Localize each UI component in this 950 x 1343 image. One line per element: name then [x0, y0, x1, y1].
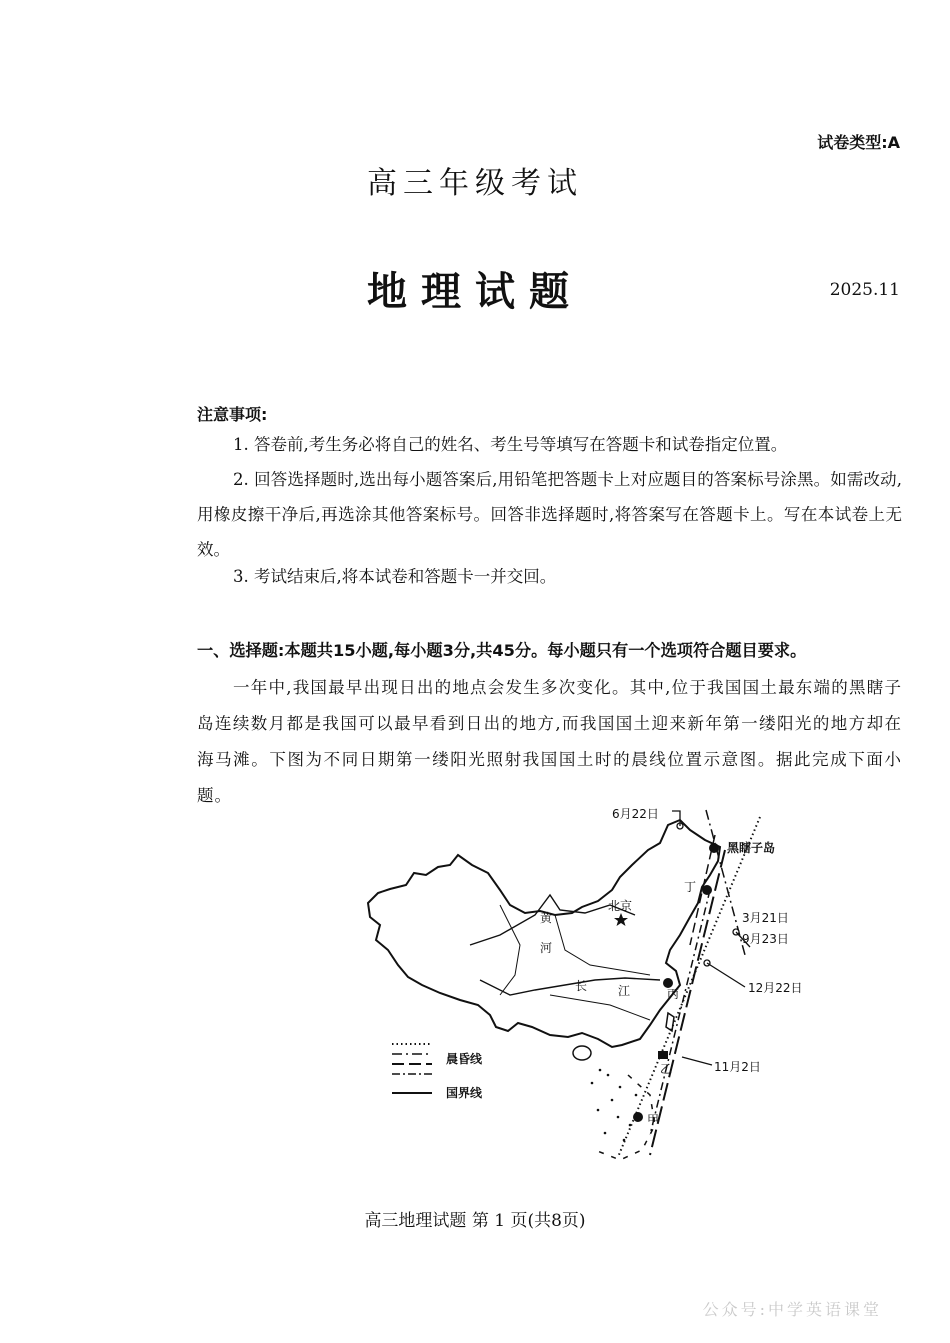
label-chang: 长: [575, 979, 588, 993]
point-yi: [658, 1051, 668, 1059]
legend-border-label: 国界线: [446, 1086, 483, 1100]
terminator-mar21-sep23: [618, 817, 760, 1157]
map-legend: [392, 1044, 483, 1100]
paper-type-label: 试卷类型:A: [817, 133, 900, 152]
label-huang: 黄: [540, 911, 553, 925]
watermark-text: 公众号:中学英语课堂: [702, 1300, 882, 1319]
legend-terminator-label: 晨昏线: [446, 1052, 483, 1066]
label-yi: 乙: [660, 1062, 673, 1076]
inner-boundary-1: [500, 905, 520, 995]
inner-boundary-3: [550, 995, 650, 1020]
china-outline: [368, 820, 720, 1047]
point-jia: [633, 1112, 643, 1122]
label-bing: 丙: [667, 987, 680, 1001]
label-jia: 甲: [647, 1113, 660, 1127]
label-nov2: 11月2日: [714, 1060, 761, 1074]
point-heixiazi: [709, 843, 719, 853]
label-ding: 丁: [684, 880, 697, 894]
notes-heading: 注意事项:: [197, 405, 268, 424]
label-he: 河: [540, 941, 553, 955]
label-jun22: 6月22日: [612, 807, 659, 821]
terminator-map: [350, 795, 810, 1174]
south-sea-islands: [591, 1069, 642, 1142]
hainan-island: [573, 1046, 591, 1060]
label-dec22: 12月22日: [748, 981, 803, 995]
label-mar21: 3月21日: [742, 911, 789, 925]
exam-title: 高三年级考试: [367, 166, 583, 201]
exam-date: 2025.11: [829, 280, 900, 300]
beijing-star-icon: [614, 913, 628, 926]
inner-boundary-2: [555, 915, 650, 975]
label-sep23: 9月23日: [742, 932, 789, 946]
point-ding: [702, 885, 712, 895]
question-intro: 一年中,我国最早出现日出的地点会发生多次变化。其中,位于我国国土最东端的黑瞎子岛连续数月都是我国可以最早看到日出的地方,而我国国土迎来新年第一缕阳光的地方却在海马滩。下图为不同日期第一缕阳光照射我国国土时的晨线位置示意图。据此完成下面小题。: [197, 678, 902, 805]
notes-item-1: 1. 答卷前,考生务必将自己的姓名、考生号等填写在答题卡和试卷指定位置。: [233, 435, 788, 454]
label-heixiazi: 黑瞎子岛: [727, 841, 776, 855]
notes-item-3: 3. 考试结束后,将本试卷和答题卡一并交回。: [233, 567, 557, 586]
section-heading: 一、选择题:本题共15小题,每小题3分,共45分。每小题只有一个选项符合题目要求。: [197, 641, 807, 660]
label-jiang: 江: [618, 984, 631, 998]
page-footer: 高三地理试题 第 1 页(共8页): [364, 1211, 586, 1231]
terminator-dec22: [650, 850, 725, 1155]
notes-item-2: 2. 回答选择题时,选出每小题答案后,用铅笔把答题卡上对应题目的答案标号涂黑。如需改动,用橡皮擦干净后,再选涂其他答案标号。回答非选择题时,将答案写在答题卡上。写在本试卷上无效。: [197, 470, 902, 559]
label-beijing: 北京: [608, 899, 633, 913]
taiwan-island: [666, 1013, 674, 1031]
subject-title: 地理试题: [367, 268, 583, 315]
